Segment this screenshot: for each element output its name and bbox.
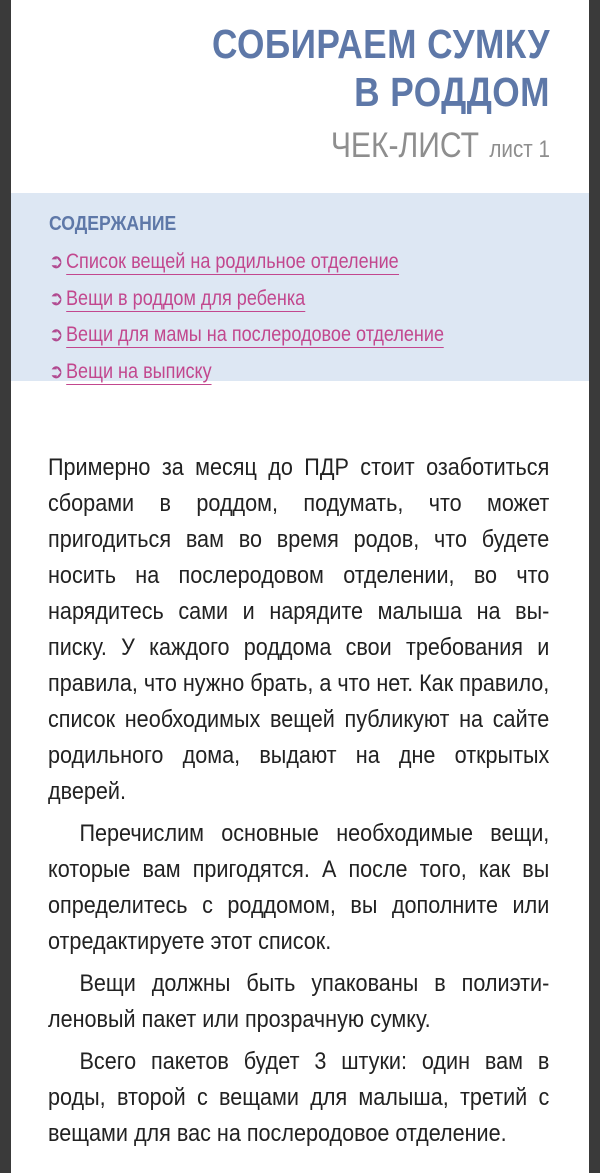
arrow-right-icon: ➲ xyxy=(49,251,64,273)
subtitle xyxy=(212,126,550,166)
paragraph-packaging: Вещи должны быть упакованы в полиэтиленовый пакет или прозрачную сумку. xyxy=(48,970,550,1033)
arrow-right-icon: ➲ xyxy=(49,324,64,346)
sheet-number: лист 1 xyxy=(489,136,550,163)
page-title-line-2: В РОДДОМ xyxy=(354,69,550,115)
paragraph-intro: Примерно за месяц до ПДР стоит озаботиться сборами в роддом, подумать, что может пригодиться вам во время родов, что будете носить на послеродовом отделении, во что нарядитесь сами и нарядите малыша на выписку. У каждого роддома свои требования и правила, что нужно брать, а что нет. Как правило, список необходимых вещей публикуют на сайте родильного дома, выдают на дне открытых дверей. xyxy=(48,454,550,805)
toc-list xyxy=(49,249,508,395)
article-body xyxy=(48,450,550,1158)
toc-link-discharge[interactable]: Вещи на выписку xyxy=(65,359,212,383)
right-gutter xyxy=(589,0,600,1173)
left-gutter xyxy=(0,0,11,1173)
paragraph-bag-count: Всего пакетов будет 3 штуки: один вам в роды, второй с вещами для малыша, третий с вещами для вас на послеродовое отделение. xyxy=(48,1048,550,1147)
toc-item[interactable] xyxy=(49,286,444,323)
toc-link-birth-ward[interactable]: Список вещей на родильное отделение xyxy=(65,250,399,273)
arrow-right-icon: ➲ xyxy=(49,360,64,383)
toc-item[interactable] xyxy=(49,249,444,286)
checklist-label: ЧЕК-ЛИСТ xyxy=(330,126,480,165)
paragraph-essentials: Перечислим основные необходимые вещи, которые вам пригодятся. А после того, как вы определитесь с роддомом, вы дополните или отредактируете этот список. xyxy=(48,820,550,955)
toc-item[interactable] xyxy=(49,322,444,359)
title-block xyxy=(157,20,550,166)
arrow-right-icon: ➲ xyxy=(49,287,64,310)
toc-link-mom-items[interactable]: Вещи для мамы на послеродовое отделение xyxy=(65,323,445,346)
page-title-line-1: СОБИРАЕМ СУМКУ xyxy=(212,21,550,67)
table-of-contents xyxy=(11,193,589,381)
toc-item[interactable] xyxy=(49,359,444,396)
contents-heading: СОДЕРЖАНИЕ xyxy=(49,213,177,235)
toc-link-baby-items[interactable]: Вещи в роддом для ребенка xyxy=(65,286,306,310)
